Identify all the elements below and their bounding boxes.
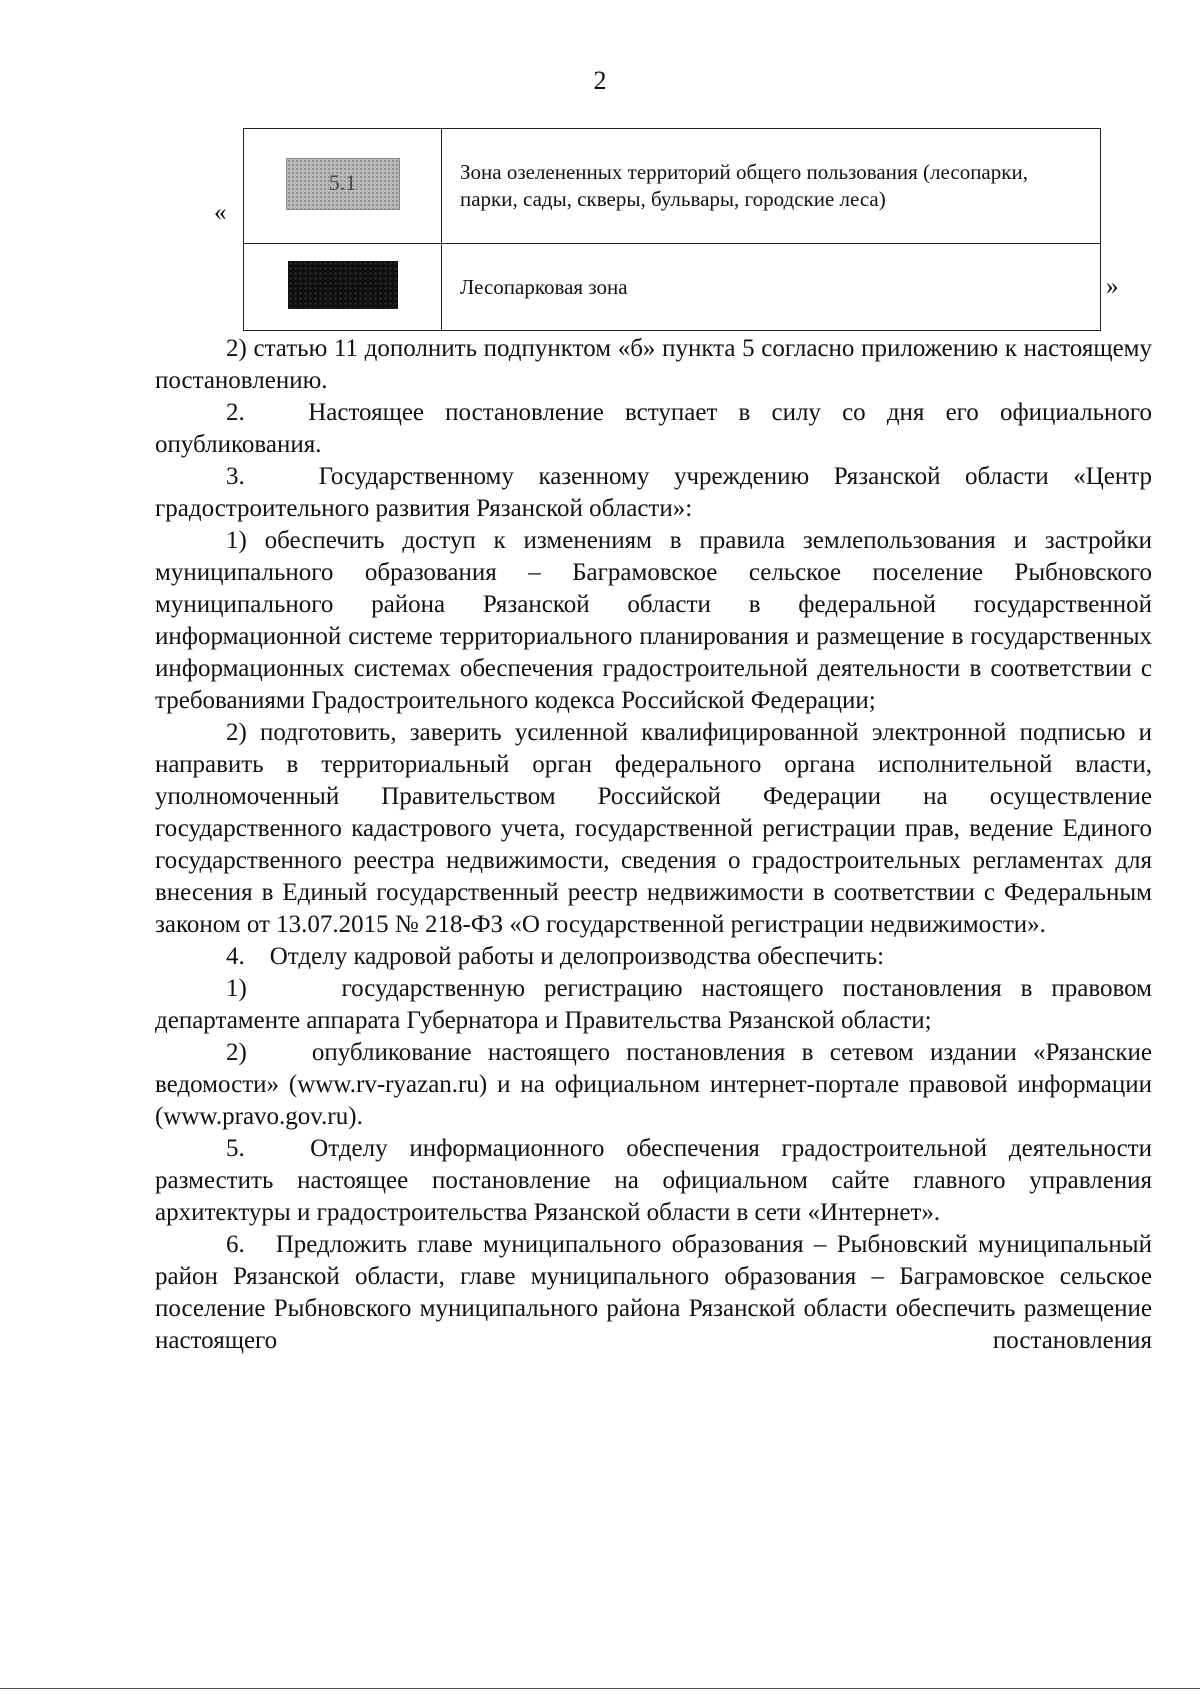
green-zone-swatch [286,158,400,210]
zone-legend-table [243,128,1101,331]
paragraph-publication: 2) опубликование настоящего постановления в сетевом издании «Рязанские ведомости» (www.rv-ryazan.ru) и на официальном интернет-портале правовой информации (www.pravo.gov.ru). [155,1039,1152,1130]
paragraph-provide-access: 1) обеспечить доступ к изменениям в правила землепользования и застройки муниципального образования – Баграмовское сельское поселение Рыбновского муниципального района Рязанской области в федеральной государственной информационной системе территориального планирования и размещение в государственных информационных системах обеспечения градостроительной деятельности в соответствии с требованиями Градостроительного кодекса Российской Федерации; [155,527,1152,714]
paragraph-article-11-addition: 2) статью 11 дополнить подпунктом «б» пункта 5 согласно приложению к настоящему постановлению. [155,335,1152,394]
legend-row-forest-park-zone [244,244,1101,331]
page-number: 2 [593,66,607,95]
legend-row-green-zone [244,129,1101,244]
closing-quote: » [1106,273,1119,300]
opening-quote: « [214,199,227,226]
page-bottom-rule [0,1688,1200,1689]
forest-park-zone-swatch [288,261,398,309]
zone-code-label: 5.1 [328,169,357,195]
paragraph-records-department: 4. Отделу кадровой работы и делопроизводства обеспечить: [226,943,885,970]
legend-description: Зона озелененных территорий общего пользования (лесопарки, парки, сады, скверы, бульвары, городские леса) [442,129,1101,244]
legend-swatch-cell [244,244,442,331]
document-body [155,333,1152,1357]
paragraph-municipal-heads: 6. Предложить главе муниципального образования – Рыбновский муниципальный район Рязанской области, главе муниципального образования – Баграмовское сельское поселение Рыбновского муниципального района Рязанской области обеспечить размещение настоящего постановления [155,1231,1152,1354]
paragraph-prepare-and-send: 2) подготовить, заверить усиленной квалифицированной электронной подписью и направить в территориальный орган федерального органа исполнительной власти, уполномоченный Правительством Российской Федерации на осуществление государственного кадастрового учета, государственной регистрации прав, ведение Единого государственного реестра недвижимости, сведения о градостроительных регламентах для внесения в Единый государственный реестр недвижимости в соответствии с Федеральным законом от 13.07.2015 № 218-ФЗ «О государственной регистрации недвижимости». [155,719,1152,938]
paragraph-entry-into-force: 2. Настоящее постановление вступает в силу со дня его официального опубликования. [155,399,1152,458]
paragraph-information-department: 5. Отделу информационного обеспечения градостроительной деятельности разместить настоящее постановление на официальном сайте главного управления архитектуры и градостроительства Рязанской области в сети «Интернет». [155,1135,1152,1226]
paragraph-state-registration: 1) государственную регистрацию настоящего постановления в правовом департаменте аппарата Губернатора и Правительства Рязанской области; [155,975,1152,1034]
paragraph-urban-development-center: 3. Государственному казенному учреждению Рязанской области «Центр градостроительного развития Рязанской области»: [155,463,1152,522]
legend-swatch-cell [244,129,442,244]
legend-description: Лесопарковая зона [442,244,1101,331]
